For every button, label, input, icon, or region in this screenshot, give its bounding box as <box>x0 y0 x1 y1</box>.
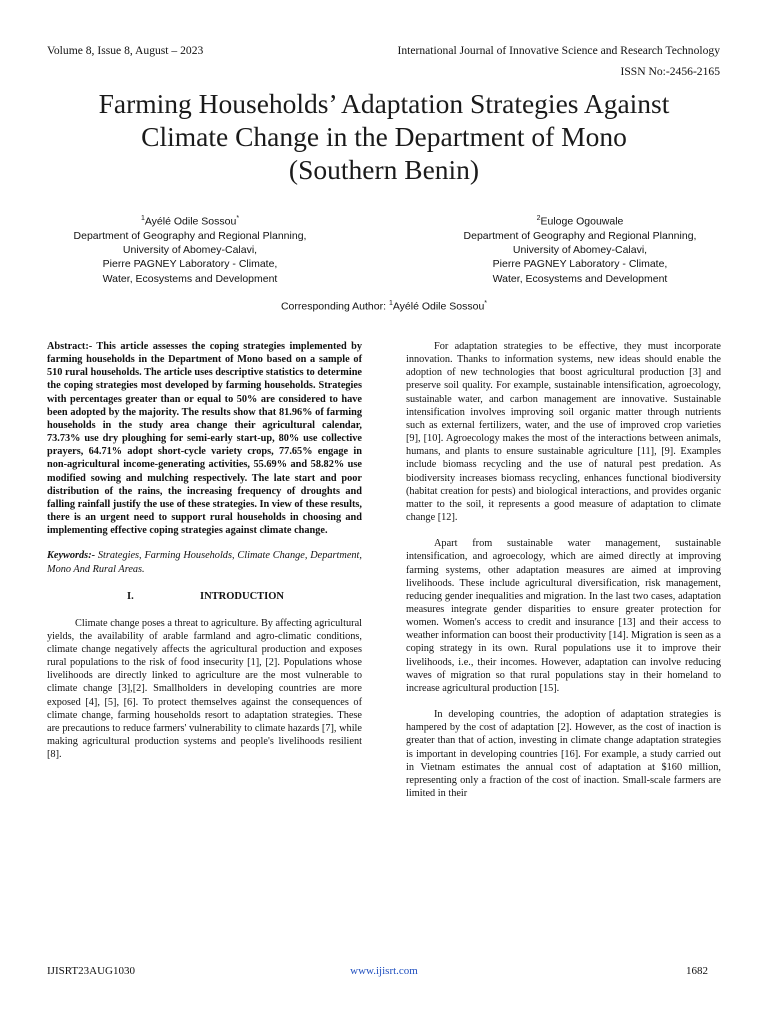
volume-issue: Volume 8, Issue 8, August – 2023 <box>47 44 204 57</box>
section-heading <box>47 590 362 604</box>
section-title: INTRODUCTION <box>200 590 285 602</box>
keywords: Keywords:- Strategies, Farming Households, Climate Change, Department, Mono And Rural Areas. <box>47 550 362 575</box>
body-paragraph: For adaptation strategies to be effective, they must incorporate innovation. Thanks to information systems, new ideas should enable the adoption of new technologies that boost agricultural production [3] and preserve soil quality. For example, sustainable intensification, agroecology, sustainable water, and carbon management are innovative. Sustainable intensification involves improving soil organic matter through nutrients such as external fertilizers, water, and the use of improved crop varieties [9], [10]. Agroecology makes the most of the interactions between animals, humans, and plants to ensure sustainable agriculture [11], [9]. Examples include biomass recycling and the use of natural pest predation. As biodiversity increases biomass recycling, enhances functional biodiversity (habitat creation for pests) and biological interactions, and provides organic matter to the soil, it represents a good measure of adaptation to climate change [12]. <box>406 341 721 524</box>
page-number: 1682 <box>686 965 708 977</box>
affiliation-line: Water, Ecosystems and Development <box>492 272 668 285</box>
affiliation-line: Pierre PAGNEY Laboratory - Climate, <box>102 258 278 271</box>
issn: ISSN No:-2456-2165 <box>620 65 720 78</box>
affiliation-line: Pierre PAGNEY Laboratory - Climate, <box>492 258 668 271</box>
paper-title <box>30 87 738 186</box>
paper-id: IJISRT23AUG1030 <box>47 965 135 977</box>
affiliation-line: University of Abomey-Calavi, <box>512 244 648 257</box>
title-line: (Southern Benin) <box>288 154 480 185</box>
affiliation-line: Water, Ecosystems and Development <box>102 272 278 285</box>
affiliation-line: Department of Geography and Regional Planning, <box>73 229 307 242</box>
author-name: $^2$Euloge Ogouwale <box>536 215 624 228</box>
journal-name: International Journal of Innovative Science and Research Technology <box>397 44 720 57</box>
corresponding-author: Corresponding Author: $^1$Ayélé Odile Sossou* <box>280 300 488 313</box>
intro-paragraph: Climate change poses a threat to agriculture. By affecting agricultural yields, the availability of arable farmland and agro-climatic conditions, climate change negatively affects the agricultural production and exposes rural populations to the risk of food insecurity [1], [2]. Populations whose livelihoods are directly linked to agriculture are the most vulnerable to climate change [3],[2]. Smallholders in developing countries are more exposed [4], [5], [6]. To protect themselves against the consequences of climate change, farming households resort to adaptation strategies. These are precautions to reduce farmers' vulnerability to climate hazards [7], while making agricultural production systems and people's livelihoods resilient [8]. <box>47 617 362 761</box>
author-block-1 <box>40 212 340 286</box>
section-number: I. <box>127 590 134 602</box>
title-line: Climate Change in the Department of Mono <box>141 121 627 152</box>
left-column <box>47 340 362 761</box>
affiliation-line: University of Abomey-Calavi, <box>122 244 258 257</box>
right-column <box>406 340 721 800</box>
journal-website-link[interactable]: www.ijisrt.com <box>350 965 418 977</box>
title-line: Farming Households’ Adaptation Strategies Against <box>98 88 670 119</box>
abstract: Abstract:- This article assesses the coping strategies implemented by farming households in the Department of Mono based on a sample of 510 rural households. The article uses descriptive statistics to determine the coping strategies most developed by farming households. Strategies with percentages greater than or equal to 50% are considered to have been adopted by the majority. The results show that 81.96% of farming households in the study area change their agricultural calendar, 73.73% use dry ploughing for semi-early start-up, 80% use collective prayers, 64.71% adopt short-cycle variety crops, 77.65% engage in non-agricultural income-generating activities, 55.69% and 58.82% use modified sowing and mulching respectively. The late start and poor distribution of the rains, the increasing frequency of droughts and falling rainfall justify the use of these strategies. In view of these results, there is an urgent need to support rural households in choosing and implementing effective coping strategies against climate change. <box>47 341 362 537</box>
body-paragraph: In developing countries, the adoption of adaptation strategies is hampered by the cost of adaptation [2]. However, as the cost of inaction is greater than that of action, investing in climate change adaptation strategies is important in developing countries [16]. For example, a study carried out in Vietnam estimates the annual cost of adaptation at $160 million, representing only a fraction of the cost of inaction. Small-scale farmers are limited in their <box>406 709 721 799</box>
author-block-2 <box>430 212 730 286</box>
author-name: $^1$Ayélé Odile Sossou* <box>140 215 240 228</box>
body-paragraph: Apart from sustainable water management, sustainable intensification, and agroecology, which are aimed directly at improving farming systems, other adaptation measures are aimed at improving livelihoods. These include agricultural diversification, risk management, reducing gender inequalities and migration. In the last two cases, adaptation measures integrate gender disparities to ensure greater protection for women. Women's access to credit and insurance [13] and their access to weather information can boost their productivity [14]. Migration is seen as a coping strategy in its own. Rural populations use it to improve their livelihoods, i.e., their incomes. However, adaptation can involve reducing waves of migration so that rural populations stay in their homeland to increase agricultural production [15]. <box>406 538 721 694</box>
affiliation-line: Department of Geography and Regional Planning, <box>463 229 697 242</box>
